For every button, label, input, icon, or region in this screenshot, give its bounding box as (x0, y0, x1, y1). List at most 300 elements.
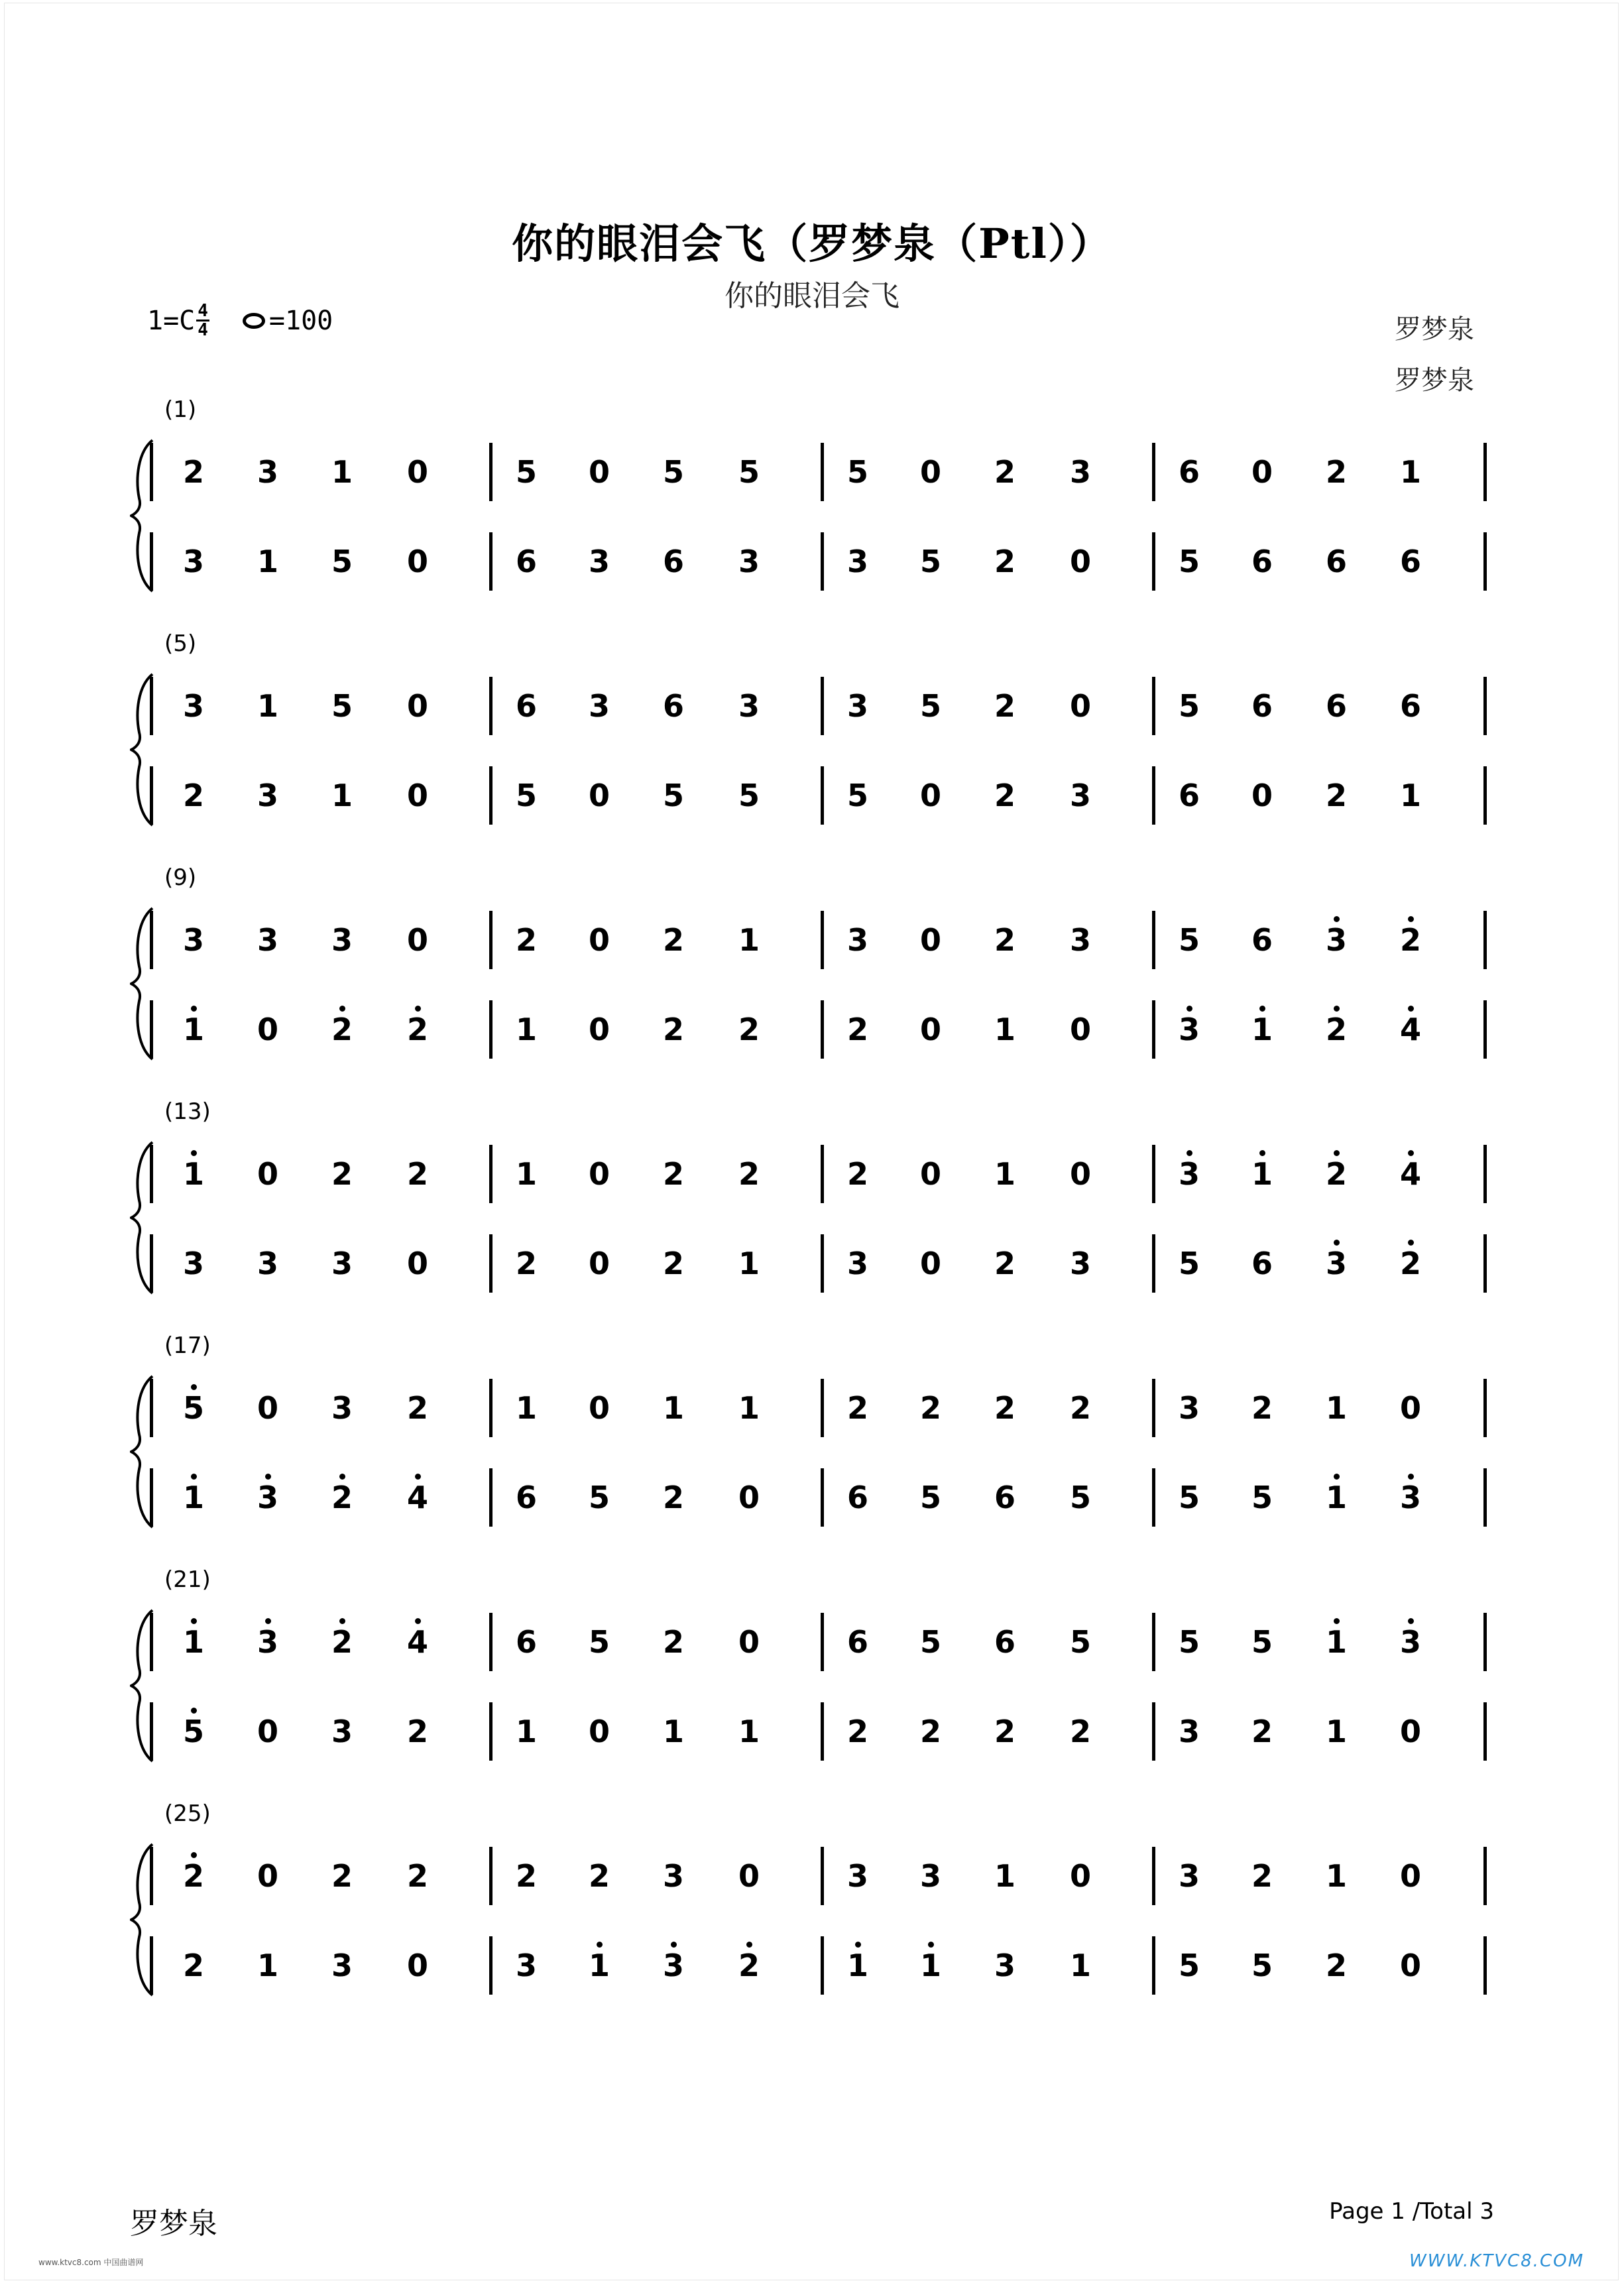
barline (821, 1234, 824, 1293)
note: 3 (1310, 907, 1363, 973)
barline (1483, 1847, 1487, 1905)
note: 0 (738, 1480, 760, 1515)
lower-staff (0, 528, 1624, 595)
note: 0 (1069, 688, 1091, 724)
note: 0 (1399, 1390, 1421, 1426)
note: 2 (391, 996, 444, 1063)
barline (150, 677, 153, 735)
note: 6 (846, 1480, 868, 1515)
barline (1152, 443, 1155, 501)
note: 3 (846, 1858, 868, 1894)
note: 6 (994, 1624, 1015, 1660)
barline (1152, 1468, 1155, 1527)
note: 2 (738, 1156, 760, 1192)
note: 3 (1178, 1858, 1200, 1894)
note: 1 (331, 454, 353, 490)
note: 0 (406, 778, 428, 813)
lower-staff (0, 996, 1624, 1063)
note: 6 (1251, 544, 1273, 579)
note: 1 (257, 1948, 278, 1983)
barline (1483, 911, 1487, 969)
barline (1152, 532, 1155, 591)
note: 1 (331, 778, 353, 813)
note: 3 (1163, 1141, 1216, 1207)
note: 5 (1251, 1948, 1273, 1983)
note: 3 (588, 544, 610, 579)
note: 0 (588, 454, 610, 490)
note: 5 (738, 778, 760, 813)
note: 3 (919, 1858, 941, 1894)
note: 3 (331, 1390, 353, 1426)
barline (489, 1234, 493, 1293)
note: 0 (257, 1156, 278, 1192)
note: 1 (1069, 1948, 1091, 1983)
note: 2 (1325, 1948, 1347, 1983)
note: 5 (846, 778, 868, 813)
score-system (0, 1098, 1624, 1297)
note: 6 (662, 544, 684, 579)
note: 2 (1069, 1714, 1091, 1749)
note: 1 (662, 1714, 684, 1749)
barline (1483, 766, 1487, 825)
barline (489, 677, 493, 735)
note: 2 (662, 1624, 684, 1660)
note: 3 (1163, 996, 1216, 1063)
note: 3 (241, 1464, 294, 1531)
note: 5 (846, 454, 868, 490)
note: 1 (738, 1714, 760, 1749)
barline (821, 443, 824, 501)
note: 2 (738, 1012, 760, 1047)
note: 3 (1310, 1230, 1363, 1297)
barline (821, 1379, 824, 1437)
note: 1 (515, 1012, 537, 1047)
note: 5 (919, 1624, 941, 1660)
barline (1152, 766, 1155, 825)
note: 4 (391, 1609, 444, 1675)
note: 5 (1178, 1246, 1200, 1281)
note: 4 (1384, 996, 1437, 1063)
upper-staff (0, 439, 1624, 505)
note: 3 (182, 544, 204, 579)
note: 3 (1069, 454, 1091, 490)
measure-number: (9) (164, 864, 197, 891)
time-signature-numerator: 4 (198, 301, 208, 321)
barline (821, 1936, 824, 1995)
note: 0 (919, 922, 941, 958)
score-system (0, 1332, 1624, 1531)
note: 2 (723, 1932, 776, 1999)
barline (1483, 1936, 1487, 1995)
note: 2 (662, 1246, 684, 1281)
note: 3 (994, 1948, 1015, 1983)
note: 6 (1325, 544, 1347, 579)
barline (150, 1613, 153, 1671)
note: 0 (257, 1714, 278, 1749)
note: 2 (846, 1714, 868, 1749)
note: 5 (919, 1480, 941, 1515)
barline (1152, 1000, 1155, 1059)
barline (821, 911, 824, 969)
note: 5 (1251, 1624, 1273, 1660)
note: 5 (738, 454, 760, 490)
note: 2 (331, 1858, 353, 1894)
note: 0 (738, 1858, 760, 1894)
measure-number: (25) (164, 1800, 211, 1827)
note: 6 (1325, 688, 1347, 724)
note: 0 (1251, 454, 1273, 490)
note: 0 (588, 1246, 610, 1281)
barline (1483, 532, 1487, 591)
note: 5 (588, 1624, 610, 1660)
note: 3 (846, 544, 868, 579)
note: 1 (1236, 996, 1289, 1063)
note: 6 (515, 1480, 537, 1515)
note: 2 (515, 1858, 537, 1894)
score-system (0, 864, 1624, 1063)
note: 3 (515, 1948, 537, 1983)
barline (150, 532, 153, 591)
note: 2 (994, 688, 1015, 724)
note: 3 (846, 922, 868, 958)
note: 3 (647, 1932, 700, 1999)
note: 4 (1384, 1141, 1437, 1207)
note: 0 (1251, 778, 1273, 813)
note: 0 (588, 1156, 610, 1192)
note: 3 (662, 1858, 684, 1894)
note: 0 (1399, 1858, 1421, 1894)
barline (1152, 1145, 1155, 1203)
note: 0 (1069, 1156, 1091, 1192)
note: 2 (1384, 907, 1437, 973)
barline (489, 1702, 493, 1761)
note: 0 (406, 1246, 428, 1281)
note: 6 (1399, 544, 1421, 579)
note: 2 (1325, 778, 1347, 813)
note: 2 (994, 922, 1015, 958)
note: 3 (588, 688, 610, 724)
barline (821, 1613, 824, 1671)
barline (489, 1847, 493, 1905)
barline (1152, 1702, 1155, 1761)
note: 2 (662, 1480, 684, 1515)
score-system (0, 396, 1624, 595)
note: 2 (406, 1390, 428, 1426)
note: 3 (331, 1948, 353, 1983)
barline (1483, 677, 1487, 735)
note: 6 (1251, 1246, 1273, 1281)
note: 5 (919, 544, 941, 579)
note: 1 (167, 1464, 220, 1531)
upper-staff (0, 1609, 1624, 1675)
note: 2 (1310, 1141, 1363, 1207)
time-signature-denominator: 4 (198, 320, 208, 340)
note: 2 (846, 1012, 868, 1047)
score-system (0, 1800, 1624, 1999)
note: 3 (1178, 1714, 1200, 1749)
note: 0 (738, 1624, 760, 1660)
note: 0 (1069, 1012, 1091, 1047)
note: 5 (167, 1375, 220, 1441)
note: 2 (406, 1156, 428, 1192)
note: 3 (1178, 1390, 1200, 1426)
barline (489, 1468, 493, 1527)
note: 2 (1251, 1390, 1273, 1426)
note: 2 (316, 996, 369, 1063)
note: 0 (1069, 1858, 1091, 1894)
note: 3 (846, 688, 868, 724)
time-signature (196, 302, 209, 339)
barline (821, 1702, 824, 1761)
note: 1 (167, 1141, 220, 1207)
barline (489, 532, 493, 591)
note: 3 (182, 1246, 204, 1281)
note: 0 (588, 778, 610, 813)
note: 4 (391, 1464, 444, 1531)
note: 5 (662, 454, 684, 490)
note: 2 (994, 778, 1015, 813)
measure-number: (5) (164, 630, 197, 657)
note: 5 (662, 778, 684, 813)
lower-staff (0, 1230, 1624, 1297)
note: 3 (1384, 1464, 1437, 1531)
note: 2 (1251, 1858, 1273, 1894)
lower-staff (0, 1932, 1624, 1999)
note: 6 (515, 688, 537, 724)
note: 2 (919, 1390, 941, 1426)
page-number: Page 1 /Total 3 (1329, 2198, 1494, 2225)
note: 2 (1069, 1390, 1091, 1426)
barline (1483, 1145, 1487, 1203)
barline (150, 766, 153, 825)
barline (150, 1379, 153, 1437)
note: 1 (1310, 1464, 1363, 1531)
barline (821, 766, 824, 825)
whole-note-icon (243, 313, 265, 329)
barline (489, 1145, 493, 1203)
barline (1152, 1379, 1155, 1437)
note: 1 (738, 1246, 760, 1281)
note: 0 (406, 1948, 428, 1983)
note: 2 (994, 1714, 1015, 1749)
barline (150, 1702, 153, 1761)
note: 2 (994, 544, 1015, 579)
barline (489, 911, 493, 969)
note: 5 (167, 1698, 220, 1765)
barline (489, 1936, 493, 1995)
note: 3 (182, 688, 204, 724)
note: 5 (1178, 1948, 1200, 1983)
note: 1 (257, 544, 278, 579)
note: 5 (919, 688, 941, 724)
tempo-value: =100 (268, 305, 333, 336)
note: 2 (662, 1012, 684, 1047)
note: 3 (1384, 1609, 1437, 1675)
barline (821, 532, 824, 591)
note: 0 (1399, 1714, 1421, 1749)
note: 2 (316, 1464, 369, 1531)
barline (1483, 1468, 1487, 1527)
note: 1 (1325, 1714, 1347, 1749)
arranger: 罗梦泉 (1395, 365, 1474, 396)
note: 2 (406, 1858, 428, 1894)
note: 5 (515, 778, 537, 813)
barline (821, 1468, 824, 1527)
measure-number: (21) (164, 1566, 211, 1593)
note: 2 (406, 1714, 428, 1749)
note: 1 (662, 1390, 684, 1426)
barline (150, 1145, 153, 1203)
note: 0 (257, 1858, 278, 1894)
barline (1483, 1702, 1487, 1761)
note: 2 (316, 1609, 369, 1675)
score-title: 你的眼泪会飞（罗梦泉（Ptl）） (512, 219, 1112, 268)
note: 3 (738, 544, 760, 579)
barline (1483, 1234, 1487, 1293)
note: 2 (994, 454, 1015, 490)
note: 3 (331, 1246, 353, 1281)
note: 3 (257, 454, 278, 490)
note: 3 (241, 1609, 294, 1675)
note: 1 (1399, 454, 1421, 490)
note: 5 (1178, 1480, 1200, 1515)
note: 2 (182, 454, 204, 490)
note: 0 (406, 544, 428, 579)
note: 6 (1178, 454, 1200, 490)
lower-staff (0, 1698, 1624, 1765)
score-system (0, 630, 1624, 829)
footer-author: 罗梦泉 (130, 2207, 217, 2241)
note: 5 (1251, 1480, 1273, 1515)
note: 1 (1399, 778, 1421, 813)
note: 1 (994, 1156, 1015, 1192)
barline (1483, 1613, 1487, 1671)
barline (489, 1613, 493, 1671)
upper-staff (0, 1375, 1624, 1441)
note: 0 (919, 454, 941, 490)
note: 0 (1399, 1948, 1421, 1983)
lower-staff (0, 762, 1624, 829)
note: 3 (1069, 1246, 1091, 1281)
note: 2 (994, 1390, 1015, 1426)
barline (150, 1468, 153, 1527)
note: 0 (406, 922, 428, 958)
note: 3 (257, 1246, 278, 1281)
barline (1152, 677, 1155, 735)
note: 1 (1310, 1609, 1363, 1675)
note: 6 (1251, 688, 1273, 724)
note: 3 (1069, 778, 1091, 813)
barline (1152, 1234, 1155, 1293)
barline (489, 1379, 493, 1437)
note: 1 (1325, 1858, 1347, 1894)
note: 1 (515, 1390, 537, 1426)
barline (821, 1000, 824, 1059)
barline (821, 1145, 824, 1203)
note: 5 (1178, 1624, 1200, 1660)
barline (1483, 443, 1487, 501)
note: 1 (994, 1012, 1015, 1047)
note: 0 (919, 1012, 941, 1047)
note: 5 (515, 454, 537, 490)
note: 1 (515, 1156, 537, 1192)
note: 1 (738, 922, 760, 958)
note: 0 (588, 922, 610, 958)
note: 2 (662, 922, 684, 958)
score-system (0, 1566, 1624, 1765)
note: 2 (331, 1156, 353, 1192)
note: 1 (257, 688, 278, 724)
note: 5 (1178, 544, 1200, 579)
note: 3 (738, 688, 760, 724)
note: 2 (1251, 1714, 1273, 1749)
note: 5 (331, 544, 353, 579)
note: 0 (257, 1012, 278, 1047)
note: 5 (331, 688, 353, 724)
note: 6 (1251, 922, 1273, 958)
note: 2 (182, 1948, 204, 1983)
note: 2 (515, 922, 537, 958)
barline (489, 1000, 493, 1059)
note: 3 (182, 922, 204, 958)
note: 2 (662, 1156, 684, 1192)
barline (150, 1847, 153, 1905)
note: 6 (515, 1624, 537, 1660)
upper-staff (0, 673, 1624, 739)
upper-staff (0, 907, 1624, 973)
barline (1152, 911, 1155, 969)
note: 5 (1069, 1480, 1091, 1515)
note: 1 (1236, 1141, 1289, 1207)
note: 3 (257, 922, 278, 958)
score-subtitle: 你的眼泪会飞 (725, 279, 899, 313)
upper-staff (0, 1843, 1624, 1909)
note: 2 (846, 1156, 868, 1192)
barline (1483, 1379, 1487, 1437)
barline (150, 1000, 153, 1059)
barline (150, 443, 153, 501)
barline (150, 911, 153, 969)
key-signature: 1=C (147, 305, 196, 336)
note: 0 (588, 1714, 610, 1749)
note: 1 (167, 996, 220, 1063)
note: 5 (1178, 922, 1200, 958)
note: 5 (1069, 1624, 1091, 1660)
note: 0 (257, 1390, 278, 1426)
note: 1 (167, 1609, 220, 1675)
note: 2 (1325, 454, 1347, 490)
note: 2 (1384, 1230, 1437, 1297)
note: 2 (846, 1390, 868, 1426)
note: 1 (738, 1390, 760, 1426)
note: 0 (588, 1390, 610, 1426)
note: 6 (846, 1624, 868, 1660)
note: 0 (919, 1246, 941, 1281)
note: 1 (831, 1932, 884, 1999)
note: 0 (919, 778, 941, 813)
barline (1483, 1000, 1487, 1059)
composer: 罗梦泉 (1395, 314, 1474, 345)
barline (489, 443, 493, 501)
measure-number: (1) (164, 396, 197, 423)
barline (150, 1234, 153, 1293)
note: 3 (331, 922, 353, 958)
note: 5 (1178, 688, 1200, 724)
note: 5 (588, 1480, 610, 1515)
note: 1 (573, 1932, 626, 1999)
note: 3 (1069, 922, 1091, 958)
note: 0 (919, 1156, 941, 1192)
